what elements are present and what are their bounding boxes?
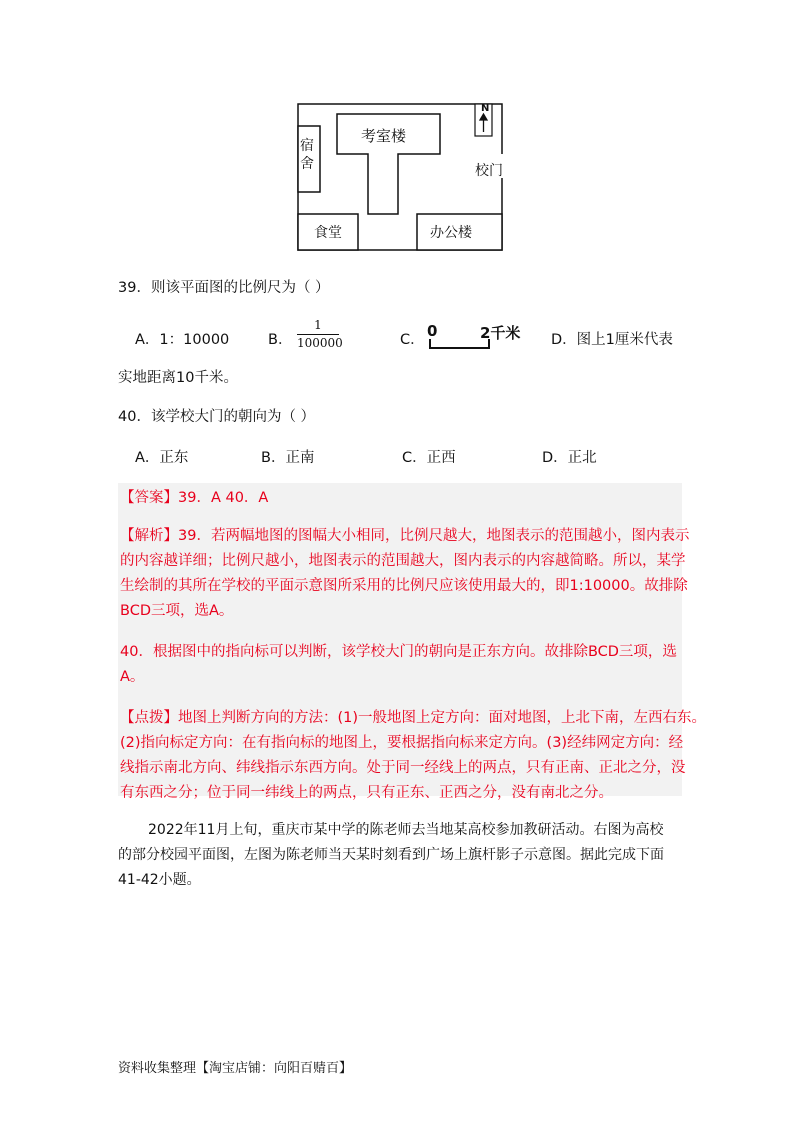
- q39-option-d: D．图上1厘米代表: [551, 332, 673, 348]
- analysis-line-1: 【解析】39．若两幅地图的图幅大小相同，比例尺越大，地图表示的范围越小，图内表示: [120, 528, 690, 544]
- tip-line-3: 线指示南北方向、纬线指示东西方向。处于同一经线上的两点，只有正南、正北之分，没: [120, 760, 686, 776]
- q39-option-a: A．1：10000: [135, 332, 230, 348]
- q39-option-c-zero: 0: [427, 322, 438, 340]
- analysis-line-4: BCD三项，选A。: [120, 603, 234, 619]
- passage-line-3: 41-42小题。: [118, 872, 201, 888]
- q40-option-c: C．正西: [402, 450, 456, 466]
- map-dorm-label-1: 宿: [300, 138, 314, 154]
- q40-option-a: A．正东: [135, 450, 189, 466]
- analysis-line-3: 生绘制的其所在学校的平面示意图所采用的比例尺应该使用最大的，即1:10000。故排除: [120, 578, 688, 594]
- q40-analysis-line-2: A。: [120, 669, 145, 685]
- map-canteen-label: 食堂: [314, 225, 342, 241]
- tip-line-1: 【点拨】地图上判断方向的方法：(1)一般地图上定方向：面对地图，上北下南，左西右东。: [120, 710, 707, 726]
- q39-option-c-label: C．: [400, 332, 425, 348]
- footer-text: 资料收集整理【淘宝店铺：向阳百䞍百】: [118, 1061, 353, 1076]
- q39-option-c-value: 2千米: [480, 324, 521, 342]
- answer-line: 【答案】39．A 40．A: [120, 490, 269, 506]
- analysis-line-2: 的内容越详细；比例尺越小，地图表示的范围越大，图内表示的内容越简略。所以，某学: [120, 553, 686, 569]
- map-north-label: N: [481, 103, 490, 114]
- q40-option-b: B．正南: [261, 450, 315, 466]
- tip-line-2: (2)指向标定方向：在有指向标的地图上，要根据指向标来定方向。(3)经纬网定方向：经: [120, 735, 684, 751]
- q39-option-d-continued: 实地距离10千米。: [118, 370, 238, 386]
- fraction-numerator: 1: [314, 318, 322, 332]
- map-gate-label: 校门: [475, 163, 503, 179]
- q40-option-d: D．正北: [542, 450, 597, 466]
- map-exam-building-label: 考室楼: [361, 127, 407, 145]
- q40-analysis-line-1: 40．根据图中的指向标可以判断，该学校大门的朝向是正东方向。故排除BCD三项，选: [120, 644, 677, 660]
- map-office-label: 办公楼: [430, 225, 472, 241]
- passage-line-1: 2022年11月上旬，重庆市某中学的陈老师去当地某高校参加教研活动。右图为高校: [148, 822, 664, 838]
- q40-stem: 40．该学校大门的朝向为（ ）: [118, 409, 316, 425]
- passage-line-2: 的部分校园平面图，左图为陈老师当天某时刻看到广场上旗杆影子示意图。据此完成下面: [118, 847, 664, 863]
- tip-line-4: 有东西之分；位于同一纬线上的两点，只有正东、正西之分，没有南北之分。: [120, 785, 613, 801]
- fraction-bar: [297, 334, 339, 335]
- q39-stem: 39．则该平面图的比例尺为（ ）: [118, 280, 330, 296]
- fraction-denominator: 100000: [297, 336, 343, 350]
- map-dorm-label-2: 舍: [300, 156, 314, 172]
- q39-option-b-fraction: [297, 318, 343, 351]
- q39-option-b-label: B．: [268, 332, 293, 348]
